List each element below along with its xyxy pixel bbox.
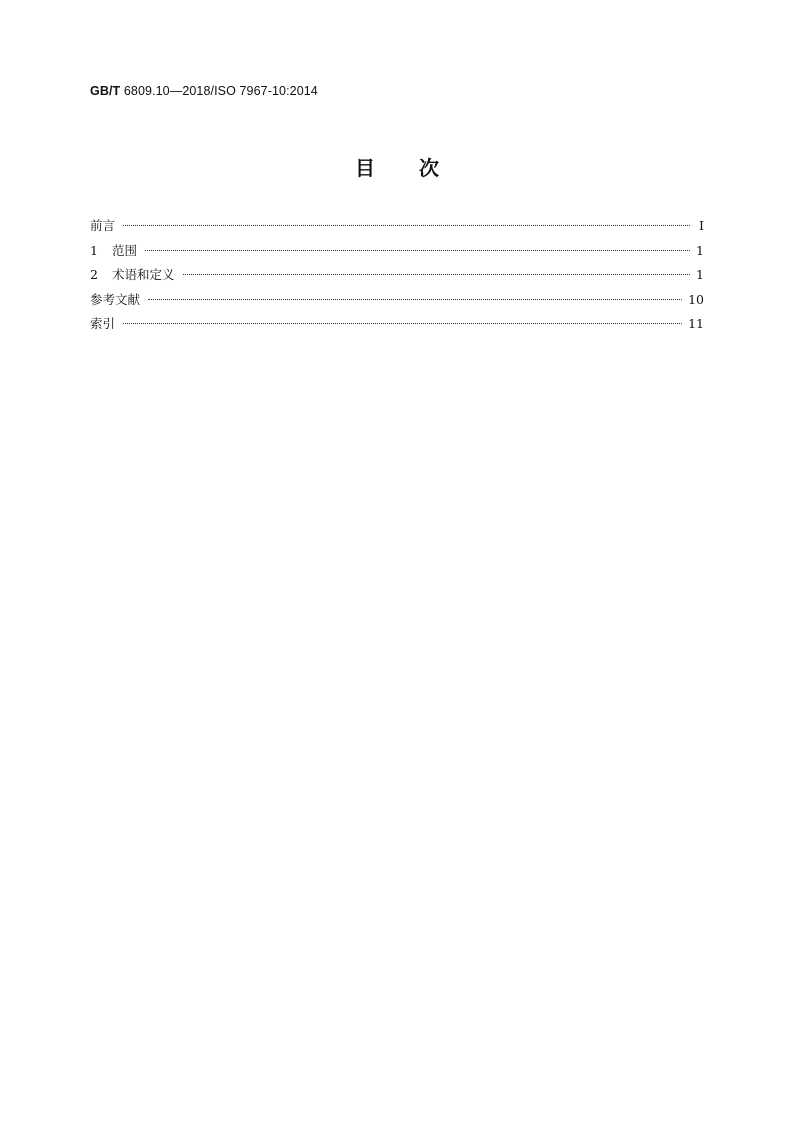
toc-page-number: 1 <box>696 267 704 282</box>
toc-leader-dots <box>123 323 682 324</box>
title-char-1: 目 <box>355 156 375 180</box>
document-header <box>90 84 318 98</box>
toc-entry-label <box>90 290 140 310</box>
toc-leader-dots <box>145 250 690 251</box>
toc-section-number: 2 <box>90 267 98 282</box>
page-title <box>0 152 794 181</box>
toc-entry-title: 前言 <box>90 218 116 233</box>
toc-entry-label <box>90 216 115 236</box>
standard-number: 6809.10—2018/ISO 7967-10:2014 <box>120 84 318 98</box>
toc-leader-dots <box>148 299 682 300</box>
toc-entry-bibliography[interactable] <box>90 290 704 315</box>
toc-page-number: Ⅰ <box>699 218 704 233</box>
toc-page-number: 1 <box>696 242 704 258</box>
toc-entry-title: 范围 <box>112 242 138 258</box>
toc-entry-label <box>90 241 137 261</box>
toc-entry-title: 术语和定义 <box>112 267 175 282</box>
title-char-2: 次 <box>419 156 439 180</box>
toc-entry-label <box>90 314 115 334</box>
table-of-contents <box>90 216 704 339</box>
toc-leader-dots <box>123 225 690 226</box>
toc-section-number: 1 <box>90 242 98 258</box>
toc-entry-index[interactable] <box>90 314 704 339</box>
toc-entry-scope[interactable] <box>90 241 704 266</box>
toc-page-number: 11 <box>688 316 704 331</box>
standard-prefix: GB/T <box>90 84 121 98</box>
toc-entry-title: 参考文献 <box>90 291 141 307</box>
toc-leader-dots <box>183 274 690 275</box>
toc-page-number: 10 <box>688 291 704 307</box>
toc-entry-title: 索引 <box>90 316 116 331</box>
toc-entry-preface[interactable] <box>90 216 704 241</box>
toc-entry-label <box>90 265 175 285</box>
toc-entry-terms[interactable] <box>90 265 704 290</box>
